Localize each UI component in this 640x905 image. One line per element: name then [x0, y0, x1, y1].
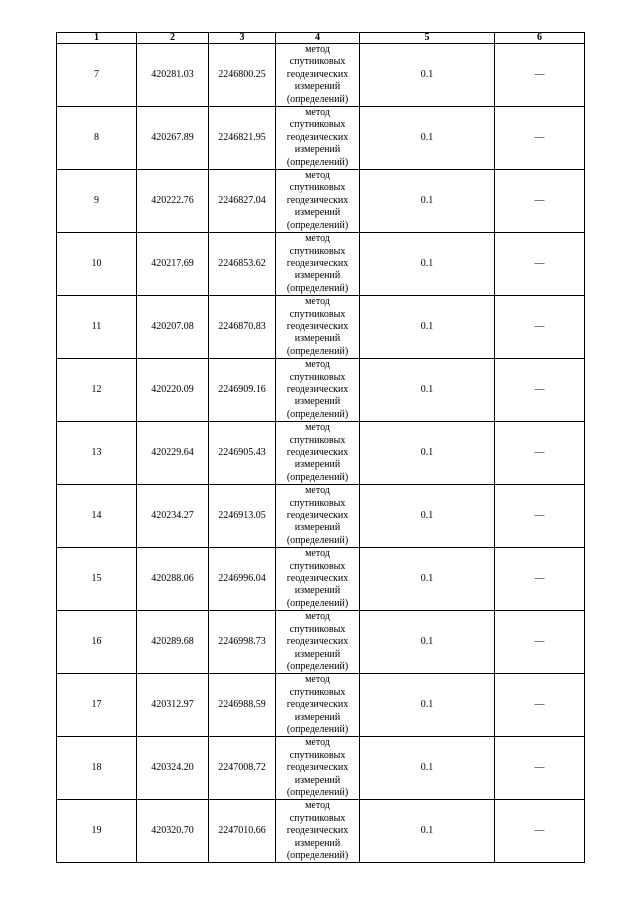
- table-row: [57, 737, 585, 800]
- note-cell: —: [495, 800, 585, 863]
- method-line: геодезических: [286, 762, 349, 774]
- accuracy-cell: 0.1: [360, 359, 495, 422]
- method-line: метод: [305, 359, 330, 371]
- method-line: спутниковых: [289, 245, 346, 257]
- method-line: (определений): [286, 850, 349, 861]
- point-number-cell: 12: [57, 359, 137, 422]
- point-number-cell: 18: [57, 737, 137, 800]
- method-line: метод: [305, 170, 330, 182]
- point-number-cell: 10: [57, 233, 137, 296]
- method-line: спутниковых: [289, 56, 346, 68]
- point-number-cell: 19: [57, 800, 137, 863]
- coord-y-cell: 2246870.83: [209, 296, 276, 359]
- method-line: (определений): [286, 282, 349, 294]
- coord-x-cell: 420289.68: [137, 611, 209, 674]
- method-cell: [276, 107, 360, 170]
- method-line: измерений: [294, 648, 341, 660]
- method-cell: [276, 359, 360, 422]
- note-cell: —: [495, 170, 585, 233]
- method-line: геодезических: [286, 383, 349, 395]
- method-line: геодезических: [286, 510, 349, 522]
- table-row: [57, 233, 585, 296]
- method-line: спутниковых: [289, 308, 346, 320]
- method-cell: [276, 296, 360, 359]
- table-row: [57, 485, 585, 548]
- table-row: [57, 296, 585, 359]
- coord-y-cell: 2246821.95: [209, 107, 276, 170]
- method-line: геодезических: [286, 68, 349, 80]
- coord-x-cell: 420222.76: [137, 170, 209, 233]
- method-line: измерений: [294, 774, 341, 786]
- table-row: [57, 44, 585, 107]
- method-cell: [276, 674, 360, 737]
- method-line: геодезических: [286, 447, 349, 458]
- method-line: спутниковых: [289, 371, 346, 383]
- method-cell: [276, 485, 360, 548]
- coord-y-cell: 2246827.04: [209, 170, 276, 233]
- method-line: метод: [305, 737, 330, 749]
- table-row: [57, 548, 585, 611]
- method-cell: [276, 44, 360, 107]
- point-number-cell: 15: [57, 548, 137, 611]
- coord-x-cell: 420207.08: [137, 296, 209, 359]
- coordinates-table: [56, 32, 585, 863]
- method-line: измерений: [294, 837, 341, 849]
- accuracy-cell: 0.1: [360, 674, 495, 737]
- method-line: метод: [305, 44, 330, 55]
- method-line: спутниковых: [289, 182, 346, 194]
- accuracy-cell: 0.1: [360, 44, 495, 107]
- method-cell: [276, 800, 360, 863]
- table-row: [57, 800, 585, 863]
- method-line: метод: [305, 674, 330, 686]
- method-line: измерений: [294, 711, 341, 723]
- method-line: (определений): [286, 723, 349, 735]
- accuracy-cell: 0.1: [360, 611, 495, 674]
- accuracy-cell: 0.1: [360, 170, 495, 233]
- note-cell: —: [495, 674, 585, 737]
- accuracy-cell: 0.1: [360, 233, 495, 296]
- method-line: спутниковых: [289, 623, 346, 635]
- coord-x-cell: 420234.27: [137, 485, 209, 548]
- header-col-5: 5: [360, 33, 495, 44]
- method-line: (определений): [286, 408, 349, 420]
- point-number-cell: 17: [57, 674, 137, 737]
- table-row: [57, 107, 585, 170]
- table-row: [57, 422, 585, 485]
- method-line: измерений: [294, 81, 341, 93]
- coord-y-cell: 2246909.16: [209, 359, 276, 422]
- method-cell: [276, 611, 360, 674]
- accuracy-cell: 0.1: [360, 548, 495, 611]
- coord-y-cell: 2246996.04: [209, 548, 276, 611]
- accuracy-cell: 0.1: [360, 737, 495, 800]
- method-line: геодезических: [286, 131, 349, 143]
- method-line: метод: [305, 548, 330, 560]
- coord-y-cell: 2246988.59: [209, 674, 276, 737]
- coord-x-cell: 420324.20: [137, 737, 209, 800]
- method-line: метод: [305, 422, 330, 434]
- coord-y-cell: 2246905.43: [209, 422, 276, 485]
- header-col-1: 1: [57, 33, 137, 44]
- coord-x-cell: 420229.64: [137, 422, 209, 485]
- coord-y-cell: 2246853.62: [209, 233, 276, 296]
- method-line: измерений: [294, 585, 341, 597]
- header-col-3: 3: [209, 33, 276, 44]
- method-line: спутниковых: [289, 560, 346, 572]
- method-line: измерений: [294, 522, 341, 534]
- method-line: (определений): [286, 345, 349, 357]
- method-line: геодезических: [286, 699, 349, 711]
- coord-x-cell: 420281.03: [137, 44, 209, 107]
- header-col-4: 4: [276, 33, 360, 44]
- method-line: (определений): [286, 219, 349, 231]
- coord-x-cell: 420288.06: [137, 548, 209, 611]
- coord-y-cell: 2247010.66: [209, 800, 276, 863]
- note-cell: —: [495, 548, 585, 611]
- point-number-cell: 14: [57, 485, 137, 548]
- method-line: спутниковых: [289, 812, 346, 824]
- table-row: [57, 359, 585, 422]
- accuracy-cell: 0.1: [360, 485, 495, 548]
- note-cell: —: [495, 296, 585, 359]
- method-line: (определений): [286, 471, 349, 483]
- method-line: геодезических: [286, 320, 349, 332]
- coord-x-cell: 420312.97: [137, 674, 209, 737]
- method-line: (определений): [286, 660, 349, 672]
- method-cell: [276, 737, 360, 800]
- method-line: спутниковых: [289, 749, 346, 761]
- coord-y-cell: 2246998.73: [209, 611, 276, 674]
- method-line: (определений): [286, 156, 349, 168]
- point-number-cell: 11: [57, 296, 137, 359]
- point-number-cell: 8: [57, 107, 137, 170]
- coord-x-cell: 420220.09: [137, 359, 209, 422]
- coord-x-cell: 420267.89: [137, 107, 209, 170]
- method-line: геодезических: [286, 194, 349, 206]
- coord-x-cell: 420217.69: [137, 233, 209, 296]
- method-line: измерений: [294, 144, 341, 156]
- method-cell: [276, 548, 360, 611]
- accuracy-cell: 0.1: [360, 107, 495, 170]
- method-line: измерений: [294, 459, 341, 471]
- method-line: измерений: [294, 333, 341, 345]
- point-number-cell: 7: [57, 44, 137, 107]
- note-cell: —: [495, 611, 585, 674]
- method-line: метод: [305, 800, 330, 812]
- note-cell: —: [495, 359, 585, 422]
- method-line: (определений): [286, 597, 349, 609]
- method-line: геодезических: [286, 825, 349, 837]
- table-row: [57, 170, 585, 233]
- coord-x-cell: 420320.70: [137, 800, 209, 863]
- method-line: спутниковых: [289, 119, 346, 131]
- method-line: (определений): [286, 534, 349, 546]
- table-body: [57, 44, 585, 863]
- method-line: метод: [305, 296, 330, 308]
- method-line: метод: [305, 107, 330, 119]
- point-number-cell: 9: [57, 170, 137, 233]
- method-line: спутниковых: [289, 497, 346, 509]
- method-cell: [276, 170, 360, 233]
- coord-y-cell: 2246800.25: [209, 44, 276, 107]
- method-line: метод: [305, 611, 330, 623]
- accuracy-cell: 0.1: [360, 296, 495, 359]
- note-cell: —: [495, 422, 585, 485]
- note-cell: —: [495, 737, 585, 800]
- note-cell: —: [495, 233, 585, 296]
- table-row: [57, 674, 585, 737]
- method-line: (определений): [286, 93, 349, 105]
- table-row: [57, 611, 585, 674]
- method-line: измерений: [294, 396, 341, 408]
- method-line: измерений: [294, 270, 341, 282]
- note-cell: —: [495, 107, 585, 170]
- point-number-cell: 13: [57, 422, 137, 485]
- method-line: спутниковых: [289, 686, 346, 698]
- note-cell: —: [495, 485, 585, 548]
- table-header-row: [57, 33, 585, 44]
- coord-y-cell: 2247008.72: [209, 737, 276, 800]
- method-line: метод: [305, 233, 330, 245]
- method-cell: [276, 422, 360, 485]
- method-line: геодезических: [286, 636, 349, 648]
- method-line: (определений): [286, 786, 349, 798]
- header-col-2: 2: [137, 33, 209, 44]
- method-line: геодезических: [286, 573, 349, 585]
- accuracy-cell: 0.1: [360, 800, 495, 863]
- method-line: измерений: [294, 207, 341, 219]
- header-col-6: 6: [495, 33, 585, 44]
- method-line: метод: [305, 485, 330, 497]
- method-line: геодезических: [286, 257, 349, 269]
- accuracy-cell: 0.1: [360, 422, 495, 485]
- point-number-cell: 16: [57, 611, 137, 674]
- coord-y-cell: 2246913.05: [209, 485, 276, 548]
- method-cell: [276, 233, 360, 296]
- method-line: спутниковых: [289, 434, 346, 446]
- note-cell: —: [495, 44, 585, 107]
